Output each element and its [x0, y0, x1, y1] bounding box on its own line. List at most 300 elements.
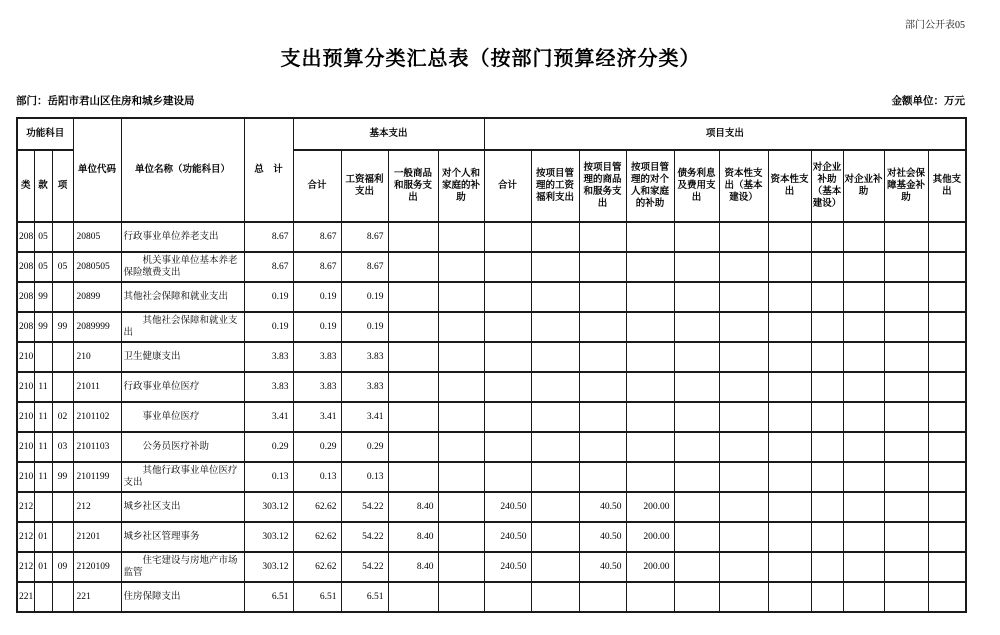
cell-amount	[531, 492, 579, 522]
cell-section-code: 99	[34, 312, 52, 342]
cell-section-code: 11	[34, 372, 52, 402]
cell-amount	[884, 462, 928, 492]
cell-amount	[811, 552, 843, 582]
header-other-expenditure: 其他支出	[928, 150, 966, 222]
cell-amount	[768, 402, 811, 432]
header-basic-individual-family: 对个人和家庭的补助	[438, 150, 484, 222]
cell-amount	[579, 222, 626, 252]
cell-amount	[768, 552, 811, 582]
cell-amount	[719, 252, 768, 282]
cell-amount	[843, 312, 884, 342]
cell-amount	[843, 552, 884, 582]
cell-unit-name: 事业单位医疗	[121, 402, 244, 432]
cell-amount: 8.67	[341, 252, 388, 282]
cell-amount: 0.29	[244, 432, 293, 462]
cell-amount	[719, 342, 768, 372]
cell-amount	[531, 462, 579, 492]
header-capital: 资本性支出	[768, 150, 811, 222]
header-functional-subject: 功能科目	[17, 118, 73, 150]
cell-amount	[811, 312, 843, 342]
cell-amount	[719, 552, 768, 582]
cell-unit-code: 2101103	[73, 432, 121, 462]
cell-amount	[884, 582, 928, 612]
cell-amount: 62.62	[293, 552, 341, 582]
cell-amount	[388, 402, 438, 432]
table-row	[17, 252, 966, 282]
cell-amount	[674, 222, 719, 252]
cell-amount: 303.12	[244, 522, 293, 552]
cell-unit-code: 20899	[73, 282, 121, 312]
cell-unit-code: 2080505	[73, 252, 121, 282]
cell-class-code: 208	[17, 252, 34, 282]
cell-section-code: 05	[34, 252, 52, 282]
cell-item-code	[52, 372, 73, 402]
cell-amount	[768, 432, 811, 462]
cell-unit-code: 21011	[73, 372, 121, 402]
cell-amount	[484, 462, 531, 492]
cell-amount	[674, 552, 719, 582]
cell-unit-code: 221	[73, 582, 121, 612]
cell-amount: 8.67	[293, 222, 341, 252]
cell-amount: 0.19	[293, 282, 341, 312]
cell-class-code: 210	[17, 402, 34, 432]
cell-amount	[626, 222, 674, 252]
cell-item-code	[52, 342, 73, 372]
amount-unit-label: 金额单位：万元	[891, 96, 965, 107]
cell-amount	[579, 462, 626, 492]
cell-amount: 8.67	[293, 252, 341, 282]
cell-amount: 54.22	[341, 522, 388, 552]
cell-amount	[768, 222, 811, 252]
cell-amount	[674, 402, 719, 432]
cell-amount	[719, 492, 768, 522]
cell-amount	[811, 222, 843, 252]
cell-amount	[531, 222, 579, 252]
cell-section-code: 01	[34, 552, 52, 582]
cell-amount	[531, 432, 579, 462]
cell-amount	[811, 582, 843, 612]
header-project-wages: 按项目管理的工资福利支出	[531, 150, 579, 222]
cell-amount	[674, 582, 719, 612]
cell-unit-code: 2089999	[73, 312, 121, 342]
cell-amount: 62.62	[293, 492, 341, 522]
cell-amount: 3.83	[293, 342, 341, 372]
department-label: 部门：岳阳市君山区住房和城乡建设局	[16, 96, 195, 107]
table-row	[17, 402, 966, 432]
cell-amount	[579, 282, 626, 312]
cell-amount: 40.50	[579, 522, 626, 552]
cell-amount	[626, 342, 674, 372]
cell-amount	[438, 222, 484, 252]
cell-class-code: 221	[17, 582, 34, 612]
cell-amount	[768, 522, 811, 552]
cell-item-code: 09	[52, 552, 73, 582]
header-section: 款	[34, 150, 52, 222]
cell-section-code: 11	[34, 432, 52, 462]
header-basic-goods-services: 一般商品和服务支出	[388, 150, 438, 222]
cell-amount	[626, 402, 674, 432]
cell-amount	[843, 282, 884, 312]
cell-amount	[531, 342, 579, 372]
cell-class-code: 210	[17, 342, 34, 372]
cell-amount	[388, 222, 438, 252]
cell-amount	[811, 372, 843, 402]
cell-amount	[438, 492, 484, 522]
cell-amount	[719, 312, 768, 342]
cell-amount	[674, 432, 719, 462]
header-debt-interest-fees: 债务利息及费用支出	[674, 150, 719, 222]
table-row	[17, 432, 966, 462]
cell-unit-code: 2120109	[73, 552, 121, 582]
cell-amount	[843, 342, 884, 372]
cell-amount	[531, 252, 579, 282]
cell-amount: 6.51	[341, 582, 388, 612]
cell-amount	[884, 372, 928, 402]
cell-amount: 0.19	[341, 282, 388, 312]
cell-unit-code: 2101199	[73, 462, 121, 492]
cell-amount	[719, 222, 768, 252]
cell-amount: 0.29	[293, 432, 341, 462]
cell-unit-name: 其他社会保障和就业支出	[121, 312, 244, 342]
cell-amount	[626, 372, 674, 402]
cell-amount: 0.13	[293, 462, 341, 492]
cell-amount	[884, 222, 928, 252]
cell-amount: 3.83	[293, 372, 341, 402]
cell-amount	[884, 342, 928, 372]
cell-amount: 240.50	[484, 492, 531, 522]
cell-amount: 8.40	[388, 522, 438, 552]
header-grand-total: 总 计	[244, 118, 293, 222]
page-title: 支出预算分类汇总表（按部门预算经济分类）	[280, 48, 701, 70]
cell-amount	[928, 522, 966, 552]
cell-amount: 8.67	[244, 222, 293, 252]
cell-amount: 200.00	[626, 552, 674, 582]
cell-amount	[438, 282, 484, 312]
cell-amount	[484, 372, 531, 402]
cell-amount	[768, 372, 811, 402]
table-row	[17, 582, 966, 612]
cell-amount	[674, 252, 719, 282]
cell-amount	[579, 312, 626, 342]
cell-item-code: 03	[52, 432, 73, 462]
cell-amount	[928, 432, 966, 462]
cell-unit-code: 210	[73, 342, 121, 372]
cell-item-code: 05	[52, 252, 73, 282]
cell-amount	[768, 252, 811, 282]
table-row	[17, 462, 966, 492]
header-capital-capital-construction: 资本性支出（基本建设）	[719, 150, 768, 222]
cell-amount	[674, 312, 719, 342]
cell-amount	[626, 312, 674, 342]
cell-amount: 200.00	[626, 492, 674, 522]
cell-unit-code: 2101102	[73, 402, 121, 432]
cell-amount	[484, 342, 531, 372]
cell-amount	[626, 432, 674, 462]
cell-amount	[884, 552, 928, 582]
expenditure-budget-table	[16, 117, 967, 613]
cell-amount	[884, 312, 928, 342]
cell-amount: 3.83	[341, 342, 388, 372]
cell-amount	[388, 342, 438, 372]
cell-item-code: 99	[52, 312, 73, 342]
table-row	[17, 372, 966, 402]
cell-unit-name: 行政事业单位医疗	[121, 372, 244, 402]
cell-amount: 0.19	[244, 282, 293, 312]
cell-item-code	[52, 522, 73, 552]
cell-amount	[438, 252, 484, 282]
cell-amount: 3.41	[341, 402, 388, 432]
cell-amount: 0.19	[293, 312, 341, 342]
meta-row	[16, 93, 965, 108]
cell-amount	[928, 462, 966, 492]
cell-amount	[884, 252, 928, 282]
cell-amount: 3.41	[293, 402, 341, 432]
cell-class-code: 210	[17, 462, 34, 492]
cell-unit-name: 其他社会保障和就业支出	[121, 282, 244, 312]
cell-unit-name: 住宅建设与房地产市场监管	[121, 552, 244, 582]
cell-amount	[928, 222, 966, 252]
cell-amount	[811, 522, 843, 552]
cell-class-code: 208	[17, 222, 34, 252]
cell-amount: 54.22	[341, 552, 388, 582]
cell-amount	[719, 582, 768, 612]
cell-amount	[484, 312, 531, 342]
cell-amount	[531, 312, 579, 342]
cell-amount	[438, 372, 484, 402]
cell-amount	[719, 462, 768, 492]
cell-amount	[388, 462, 438, 492]
cell-amount: 62.62	[293, 522, 341, 552]
cell-section-code	[34, 342, 52, 372]
cell-amount	[484, 432, 531, 462]
cell-amount	[438, 312, 484, 342]
cell-class-code: 212	[17, 522, 34, 552]
cell-amount	[928, 402, 966, 432]
cell-amount	[811, 252, 843, 282]
cell-amount	[928, 312, 966, 342]
table-row	[17, 222, 966, 252]
cell-amount	[438, 582, 484, 612]
cell-amount: 0.29	[341, 432, 388, 462]
cell-amount	[579, 402, 626, 432]
cell-amount	[719, 402, 768, 432]
cell-amount	[928, 492, 966, 522]
cell-amount	[579, 582, 626, 612]
cell-amount: 54.22	[341, 492, 388, 522]
cell-amount	[626, 582, 674, 612]
cell-item-code	[52, 282, 73, 312]
cell-amount	[388, 432, 438, 462]
cell-amount: 8.40	[388, 492, 438, 522]
header-basic-wages: 工资福利支出	[341, 150, 388, 222]
cell-amount	[768, 462, 811, 492]
cell-class-code: 210	[17, 432, 34, 462]
cell-amount	[626, 282, 674, 312]
cell-amount: 303.12	[244, 492, 293, 522]
cell-amount	[674, 462, 719, 492]
cell-amount: 240.50	[484, 552, 531, 582]
cell-amount	[579, 372, 626, 402]
cell-unit-code: 21201	[73, 522, 121, 552]
cell-amount	[484, 222, 531, 252]
cell-item-code	[52, 222, 73, 252]
header-row-groups	[17, 118, 966, 150]
cell-amount: 6.51	[293, 582, 341, 612]
cell-amount	[843, 522, 884, 552]
cell-amount: 8.40	[388, 552, 438, 582]
cell-amount: 200.00	[626, 522, 674, 552]
header-basic-subtotal: 合计	[293, 150, 341, 222]
cell-amount	[531, 372, 579, 402]
cell-amount	[484, 252, 531, 282]
cell-unit-name: 城乡社区支出	[121, 492, 244, 522]
table-row	[17, 492, 966, 522]
cell-amount	[484, 402, 531, 432]
header-enterprise-subsidy: 对企业补助	[843, 150, 884, 222]
cell-amount	[484, 582, 531, 612]
header-class: 类	[17, 150, 34, 222]
cell-amount	[928, 282, 966, 312]
cell-amount	[438, 462, 484, 492]
cell-amount	[843, 372, 884, 402]
cell-amount	[768, 492, 811, 522]
cell-amount: 240.50	[484, 522, 531, 552]
cell-amount	[843, 252, 884, 282]
cell-amount	[884, 492, 928, 522]
cell-amount	[388, 312, 438, 342]
cell-amount	[884, 282, 928, 312]
cell-amount: 8.67	[341, 222, 388, 252]
table-row	[17, 282, 966, 312]
cell-amount	[626, 252, 674, 282]
header-project-expenditure-group: 项目支出	[484, 118, 966, 150]
cell-unit-name: 城乡社区管理事务	[121, 522, 244, 552]
cell-amount	[884, 522, 928, 552]
cell-amount	[719, 282, 768, 312]
header-project-goods-services: 按项目管理的商品和服务支出	[579, 150, 626, 222]
cell-item-code	[52, 582, 73, 612]
cell-amount: 40.50	[579, 552, 626, 582]
header-unit-name: 单位名称（功能科目）	[121, 118, 244, 222]
header-project-individual-family: 按项目管理的对个人和家庭的补助	[626, 150, 674, 222]
cell-amount	[843, 432, 884, 462]
cell-amount	[388, 252, 438, 282]
cell-amount	[811, 342, 843, 372]
cell-amount	[843, 492, 884, 522]
cell-amount	[388, 582, 438, 612]
cell-class-code: 212	[17, 552, 34, 582]
cell-amount	[626, 462, 674, 492]
cell-amount: 8.67	[244, 252, 293, 282]
cell-amount	[843, 582, 884, 612]
cell-amount	[674, 372, 719, 402]
cell-amount	[674, 522, 719, 552]
cell-item-code: 02	[52, 402, 73, 432]
cell-amount	[843, 222, 884, 252]
cell-item-code: 99	[52, 462, 73, 492]
cell-amount	[928, 372, 966, 402]
table-row	[17, 312, 966, 342]
header-item: 项	[52, 150, 73, 222]
cell-section-code: 11	[34, 402, 52, 432]
cell-unit-name: 住房保障支出	[121, 582, 244, 612]
cell-amount	[768, 582, 811, 612]
table-row	[17, 342, 966, 372]
header-social-security-fund-subsidy: 对社会保障基金补助	[884, 150, 928, 222]
cell-amount	[579, 252, 626, 282]
cell-amount: 3.83	[244, 342, 293, 372]
cell-unit-name: 机关事业单位基本养老保险缴费支出	[121, 252, 244, 282]
cell-section-code: 11	[34, 462, 52, 492]
cell-amount	[531, 582, 579, 612]
header-basic-expenditure-group: 基本支出	[293, 118, 484, 150]
cell-unit-code: 20805	[73, 222, 121, 252]
cell-amount	[928, 582, 966, 612]
cell-amount	[388, 282, 438, 312]
cell-amount	[811, 462, 843, 492]
cell-amount	[388, 372, 438, 402]
cell-amount	[438, 432, 484, 462]
cell-item-code	[52, 492, 73, 522]
cell-amount	[531, 282, 579, 312]
cell-section-code	[34, 582, 52, 612]
cell-amount	[674, 282, 719, 312]
cell-amount	[531, 552, 579, 582]
cell-unit-code: 212	[73, 492, 121, 522]
cell-amount: 3.83	[244, 372, 293, 402]
cell-amount	[768, 282, 811, 312]
cell-amount	[674, 492, 719, 522]
cell-amount	[484, 282, 531, 312]
cell-class-code: 212	[17, 492, 34, 522]
table-body	[17, 222, 966, 612]
cell-amount: 40.50	[579, 492, 626, 522]
cell-amount: 3.41	[244, 402, 293, 432]
cell-amount: 3.83	[341, 372, 388, 402]
cell-amount: 0.19	[244, 312, 293, 342]
cell-amount	[884, 432, 928, 462]
cell-amount	[811, 402, 843, 432]
cell-unit-name: 其他行政事业单位医疗支出	[121, 462, 244, 492]
cell-amount: 6.51	[244, 582, 293, 612]
cell-amount	[768, 312, 811, 342]
cell-amount	[531, 402, 579, 432]
cell-amount	[928, 552, 966, 582]
cell-amount	[719, 372, 768, 402]
cell-amount	[438, 552, 484, 582]
cell-amount	[531, 522, 579, 552]
table-row	[17, 552, 966, 582]
cell-unit-name: 公务员医疗补助	[121, 432, 244, 462]
cell-class-code: 208	[17, 312, 34, 342]
cell-amount	[928, 252, 966, 282]
cell-amount	[579, 342, 626, 372]
cell-amount	[811, 492, 843, 522]
cell-amount: 0.13	[244, 462, 293, 492]
cell-amount	[843, 462, 884, 492]
cell-amount	[928, 342, 966, 372]
cell-amount: 0.13	[341, 462, 388, 492]
cell-amount	[811, 432, 843, 462]
cell-unit-name: 行政事业单位养老支出	[121, 222, 244, 252]
cell-amount	[438, 522, 484, 552]
header-project-subtotal: 合计	[484, 150, 531, 222]
cell-amount	[768, 342, 811, 372]
cell-section-code: 05	[34, 222, 52, 252]
cell-amount	[719, 432, 768, 462]
header-enterprise-subsidy-capital-construction: 对企业补助（基本建设）	[811, 150, 843, 222]
cell-amount	[438, 402, 484, 432]
